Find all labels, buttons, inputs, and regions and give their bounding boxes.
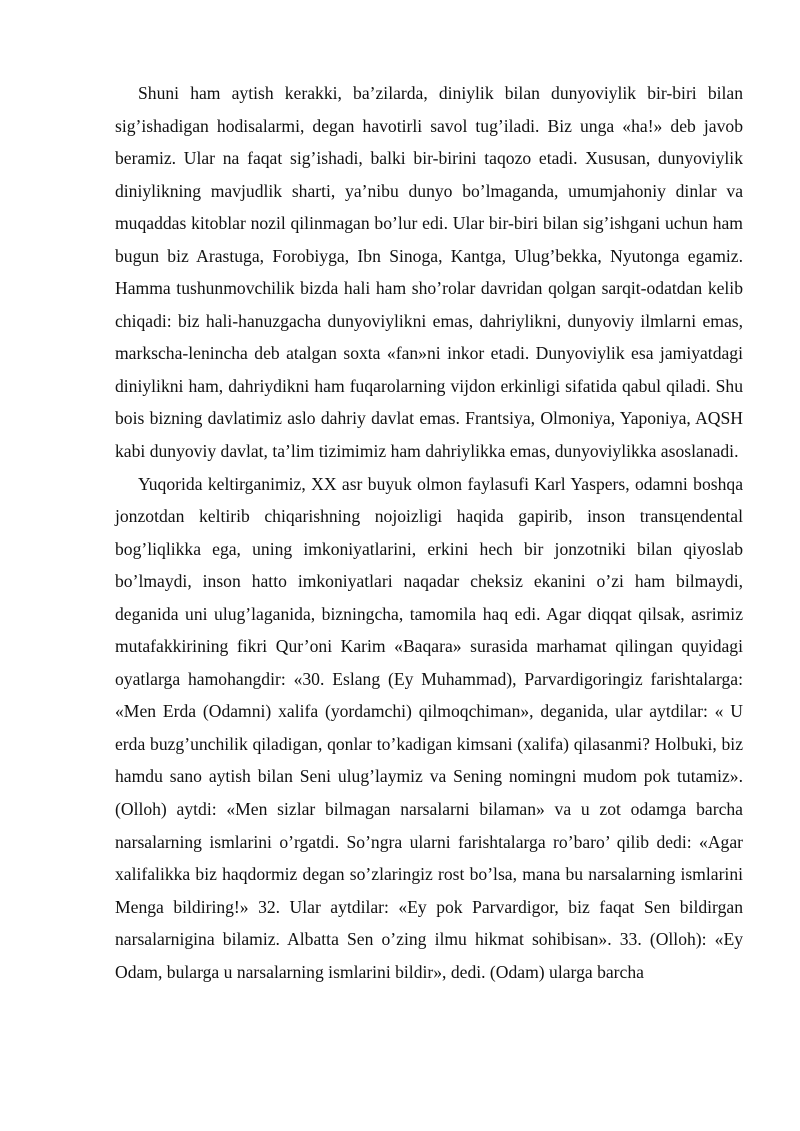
document-page [115, 77, 743, 988]
paragraph-dunyoviylik: Shuni ham aytish kerakki, ba’zilarda, diniylik bilan dunyoviylik bir-biri bilan sig’ishadigan hodisalarmi, degan havotirli savol tug’iladi. Biz unga «ha!» deb javob beramiz. Ular na faqat sig’ishadi, balki bir-birini taqozo etadi. Xususan, dunyoviylik diniylikning mavjudlik sharti, ya’nibu dunyo bo’lmaganda, umumjahoniy dinlar va muqaddas kitoblar nozil qilinmagan bo’lur edi. Ular bir-biri bilan sig’ishgani uchun ham bugun biz Arastuga, Forobiyga, Ibn Sinoga, Kantga, Ulug’bekka, Nyutonga egamiz. Hamma tushunmovchilik bizda hali ham sho’rolar davridan qolgan sarqit-odatdan kelib chiqadi: biz hali-hanuzgacha dunyoviylikni emas, dahriylikni, dunyoviy ilmlarni emas, markscha-lenincha deb atalgan soxta «fan»ni inkor etadi. Dunyoviylik esa jamiyatdagi diniylikni ham, dahriydikni ham fuqarolarning vijdon erkinligi sifatida qabul qiladi. Shu bois bizning davlatimiz aslo dahriy davlat emas. Frantsiya, Olmoniya, Yaponiya, AQSH kabi dunyoviy davlat, ta’lim tizimimiz ham dahriylikka emas, dunyoviylikka asoslanadi. [115, 83, 743, 462]
paragraph-yaspers: Yuqorida keltirganimiz, XX asr buyuk olmon faylasufi Karl Yaspers, odamni boshqa jonzotdan keltirib chiqarishning nojoizligi haqida gapirib, inson transцendental bog’liqlikka ega, uning imkoniyatlarini, erkini hech bir jonzotniki bilan qiyoslab bo’lmaydi, inson hatto imkoniyatlari naqadar cheksiz ekanini o’zi ham bilmaydi, deganida uni ulug’laganida, bizningcha, tamomila haq edi. Agar diqqat qilsak, asrimiz mutafakkirining fikri Qur’oni Karim «Baqara» surasida marhamat qilingan quyidagi oyatlarga hamohangdir: «30. Eslang (Ey Muhammad), Parvardigoringiz farishtalarga: «Men Erda (Odamni) xalifa (yordamchi) qilmoqchiman», deganida, ular aytdilar: « U erda buzg’unchilik qiladigan, qonlar to’kadigan kimsani (xalifa) qilasanmi? Holbuki, biz hamdu sano aytish bilan Seni ulug’laymiz va Sening nomingni mudom pok tutamiz». (Olloh) aytdi: «Men sizlar bilmagan narsalarni bilaman» va u zot odamga barcha narsalarning ismlarini o’rgatdi. So’ngra ularni farishtalarga ro’baro’ qilib dedi: «Agar xalifalikka biz haqdormiz degan so’zlaringiz rost bo’lsa, mana bu narsalarning ismlarini Menga bildiring!» 32. Ular aytdilar: «Ey pok Parvardigor, biz faqat Sen bildirgan narsalarnigina bilamiz. Albatta Sen o’zing ilmu hikmat sohibisan». 33. (Olloh): «Ey Odam, bularga u narsalarning ismlarini bildir», dedi. (Odam) ularga barcha [115, 473, 743, 982]
